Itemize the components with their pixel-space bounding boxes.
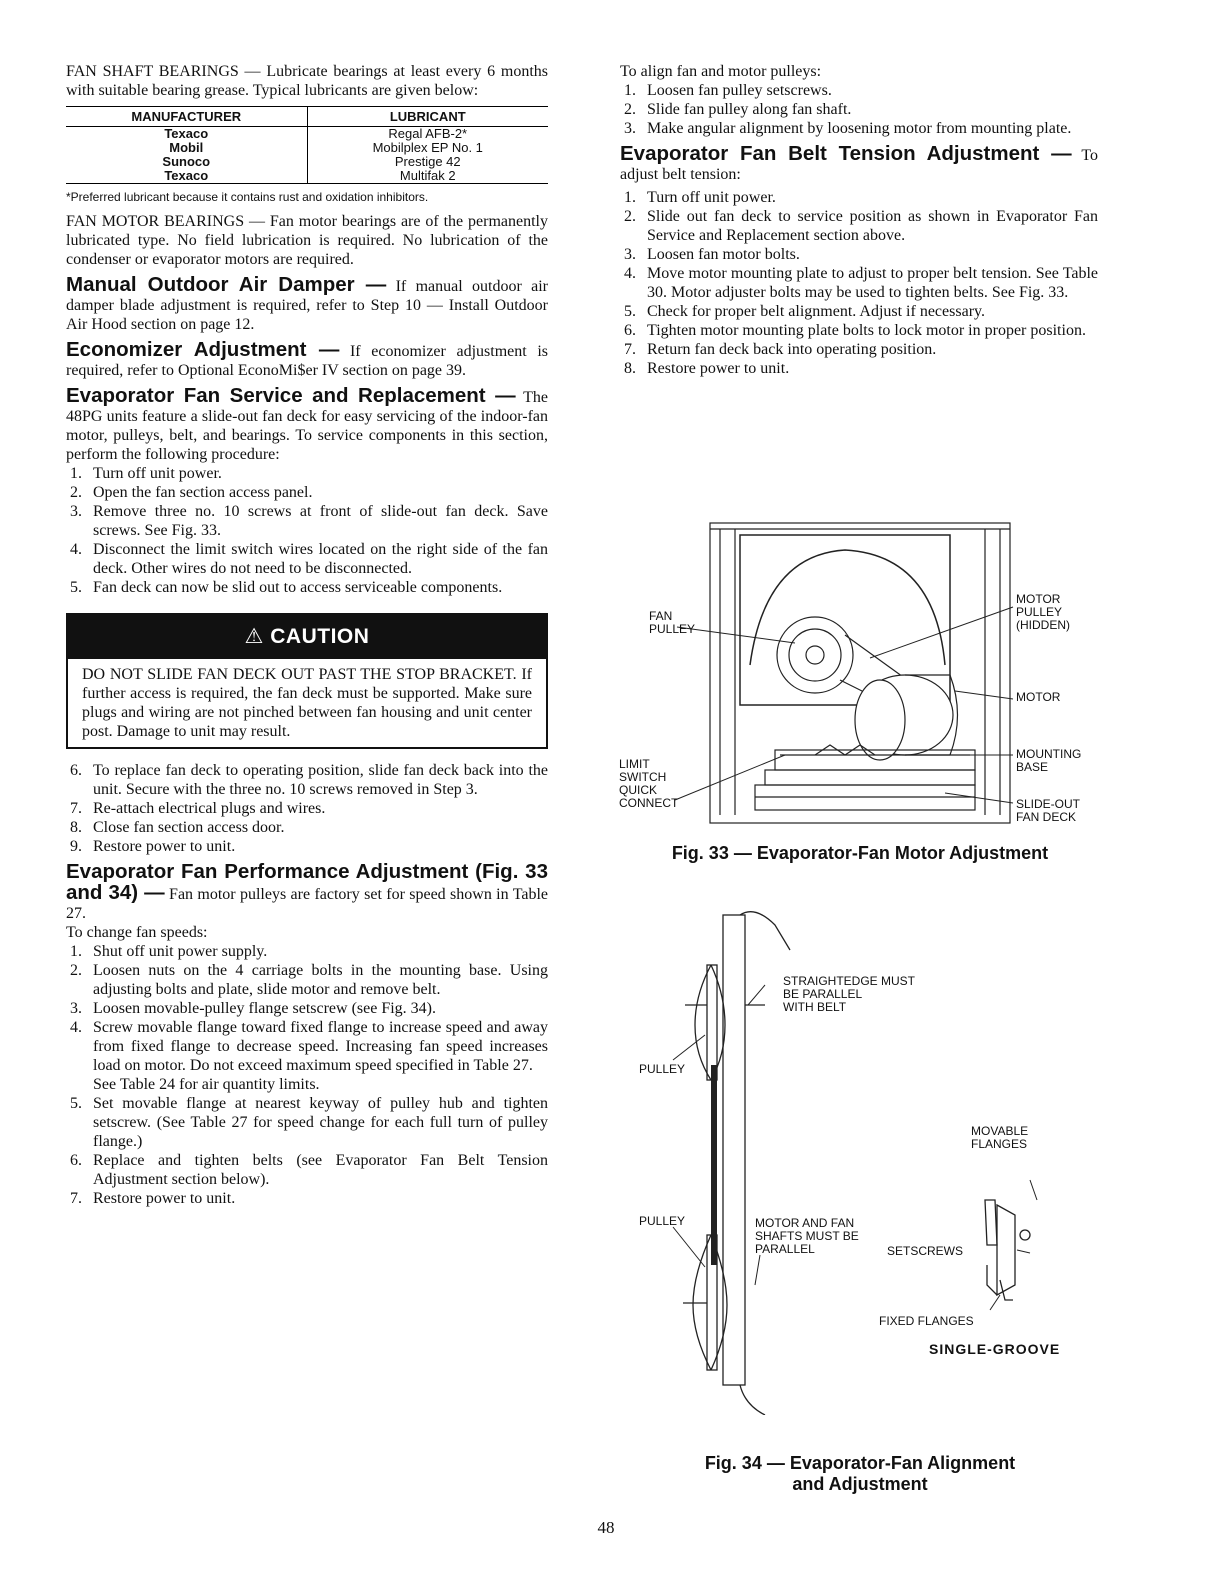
figure-33 <box>615 515 1105 885</box>
fan-motor-illustration <box>615 515 1105 835</box>
label-mounting-base: MOUNTING BASE <box>1016 747 1082 774</box>
list-item: 3. Remove three no. 10 screws at front of slide-out fan deck. Save screws. See Fig. 33. <box>70 503 548 539</box>
table-header-manufacturer: MANUFACTURER <box>66 107 307 127</box>
label-pulley-bottom: PULLEY <box>639 1214 686 1228</box>
table-cell: Prestige 42 <box>394 154 461 169</box>
fan-shaft-paragraph: FAN SHAFT BEARINGS — Lubricate bearings at least every 6 months with suitable bearing grease. Typical lubricants are given below: <box>66 63 548 99</box>
list-item: 2. Slide out fan deck to service position as shown in Evaporator Fan Service and Replacement section above. <box>624 208 1098 244</box>
table-footnote: *Preferred lubricant because it contains rust and oxidation inhibitors. <box>66 190 429 204</box>
table-row <box>66 155 548 169</box>
label-fan-pulley: FAN PULLEY <box>649 609 696 636</box>
table-cell: Sunoco <box>66 155 307 169</box>
list-item: 1. Shut off unit power supply. <box>70 943 268 960</box>
list-item: 6. To replace fan deck to operating position, slide fan deck back into the unit. Secure with the three no. 10 screws removed in Step 3. <box>70 762 548 798</box>
list-item: 3. Loosen movable-pulley flange setscrew (see Fig. 34). <box>70 1000 437 1017</box>
table-row <box>66 169 548 184</box>
list-item: 6. Tighten motor mounting plate bolts to lock motor in proper position. <box>624 322 1086 339</box>
list-item: 4. Screw movable flange toward fixed flange to increase speed and away from fixed flange to decrease speed. Increasing fan speed increases load on motor. Do not exceed maximum speed specified in Table 27. See Table 24 for air quantity limits. <box>70 1019 548 1093</box>
service-section <box>66 386 548 464</box>
performance-intro: To change fan speeds: <box>66 924 208 941</box>
list-item: 5. Check for proper belt alignment. Adjust if necessary. <box>624 303 985 320</box>
list-item: 2. Open the fan section access panel. <box>70 484 313 501</box>
list-item: 2. Slide fan pulley along fan shaft. <box>624 101 852 118</box>
label-motor-pulley: MOTOR PULLEY (HIDDEN) <box>1016 592 1070 632</box>
label-straightedge: STRAIGHTEDGE MUST BE PARALLEL WITH BELT <box>783 974 916 1014</box>
damper-text: If manual outdoor air damper blade adjustment is required, refer to Step 10 — Install Outdoor Air Hood section on page 12. <box>66 278 549 333</box>
label-limit-switch: LIMIT SWITCH QUICK CONNECT <box>619 757 679 810</box>
list-item: 7. Restore power to unit. <box>70 1190 236 1207</box>
lubricant-table <box>66 106 548 184</box>
table-cell: Multifak 2 <box>399 168 456 183</box>
list-item: 5. Fan deck can now be slid out to access serviceable components. <box>70 579 503 596</box>
page-number: 48 <box>597 1518 615 1537</box>
list-item: 6. Replace and tighten belts (see Evaporator Fan Belt Tension Adjustment section below). <box>70 1152 548 1188</box>
economizer-section <box>66 340 548 380</box>
fan-motor-paragraph: FAN MOTOR BEARINGS — Fan motor bearings are of the permanently lubricated type. No field lubrication is required. No lubrication of the condenser or evaporator motors are required. <box>66 213 548 268</box>
belt-section <box>620 144 1098 184</box>
belt-heading: Evaporator Fan Belt Tension Adjustment — <box>620 142 1072 165</box>
service-steps <box>66 464 548 597</box>
label-slide-out: SLIDE-OUT FAN DECK <box>1016 797 1081 824</box>
performance-steps <box>66 942 548 1208</box>
list-item: 3. Make angular alignment by loosening motor from mounting plate. <box>624 120 1072 137</box>
right-column <box>620 62 1098 378</box>
list-item: 1. Loosen fan pulley setscrews. <box>624 82 832 99</box>
label-setscrews: SETSCREWS <box>887 1244 964 1258</box>
caution-text: DO NOT SLIDE FAN DECK OUT PAST THE STOP BRACKET. If further access is required, the fan deck must be supported. Make sure plugs and wiring are not pinched between fan housing and unit center post. Damage to unit may result. <box>82 666 532 740</box>
list-item: 1. Turn off unit power. <box>70 465 222 482</box>
list-item: 7. Re-attach electrical plugs and wires. <box>70 800 326 817</box>
service-text: The 48PG units feature a slide-out fan deck for easy servicing of the indoor-fan motor, pulleys, belt, and bearings. To service components in this section, perform the following procedure: <box>66 389 548 463</box>
table-row <box>66 127 548 142</box>
table-row <box>66 141 548 155</box>
belt-text: To adjust belt tension: <box>620 147 1098 183</box>
table-cell: Mobilplex EP No. 1 <box>372 140 483 155</box>
list-item: 2. Loosen nuts on the 4 carriage bolts in the mounting base. Using adjusting bolts and plate, slide motor and remove belt. <box>70 962 548 998</box>
damper-heading: Manual Outdoor Air Damper — <box>66 273 387 296</box>
economizer-heading: Economizer Adjustment — <box>66 338 340 361</box>
caution-box <box>66 613 548 749</box>
table-cell: Mobil <box>66 141 307 155</box>
left-column <box>66 62 548 1208</box>
table-cell: Regal AFB-2* <box>388 126 468 141</box>
label-pulley-top: PULLEY <box>639 1062 686 1076</box>
list-item: 8. Close fan section access door. <box>70 819 285 836</box>
list-item: 5. Set movable flange at nearest keyway of pulley hub and tighten setscrew. (See Table 27 for speed change for each full turn of pulley flange.) <box>70 1095 548 1150</box>
table-cell: Texaco <box>66 127 307 142</box>
list-item: 7. Return fan deck back into operating position. <box>624 341 937 358</box>
label-single-groove: SINGLE-GROOVE <box>929 1341 1061 1357</box>
label-movable-flanges: MOVABLE FLANGES <box>971 1124 1029 1151</box>
list-item: 9. Restore power to unit. <box>70 838 236 855</box>
performance-section <box>66 862 548 923</box>
list-item: 8. Restore power to unit. <box>624 360 790 377</box>
list-item: 4. Move motor mounting plate to adjust to proper belt tension. See Table 30. Motor adjuster bolts may be used to tighten belts. See Fig. 33. <box>624 265 1098 301</box>
label-fixed-flanges: FIXED FLANGES <box>879 1314 974 1328</box>
align-steps <box>620 81 1098 138</box>
figure-33-caption: Fig. 33 — Evaporator-Fan Motor Adjustment <box>671 843 1049 863</box>
table-header-lubricant: LUBRICANT <box>307 107 548 127</box>
list-item: 3. Loosen fan motor bolts. <box>624 246 800 263</box>
figure-34-caption: Fig. 34 — Evaporator-Fan Alignment and Adjustment <box>704 1453 1016 1494</box>
performance-heading: Evaporator Fan Performance Adjustment (Fig. 33 and 34) — <box>66 860 548 904</box>
damper-section <box>66 275 548 334</box>
figure-34 <box>615 905 1105 1495</box>
list-item: 1. Turn off unit power. <box>624 189 776 206</box>
caution-title: ⚠ CAUTION <box>68 615 546 659</box>
label-shafts-parallel: MOTOR AND FAN SHAFTS MUST BE PARALLEL <box>755 1216 859 1256</box>
performance-text: Fan motor pulleys are factory set for speed shown in Table 27. <box>66 886 549 922</box>
label-motor: MOTOR <box>1016 690 1061 704</box>
belt-steps <box>620 188 1098 378</box>
list-item: 4. Disconnect the limit switch wires located on the right side of the fan deck. Other wires do not need to be disconnected. <box>70 541 548 577</box>
service-heading: Evaporator Fan Service and Replacement — <box>66 384 516 407</box>
economizer-text: If economizer adjustment is required, refer to Optional EconoMi$er IV section on page 39. <box>66 343 548 379</box>
align-intro: To align fan and motor pulleys: <box>620 63 822 80</box>
table-cell: Texaco <box>66 169 307 184</box>
service-steps-continued <box>66 761 548 856</box>
